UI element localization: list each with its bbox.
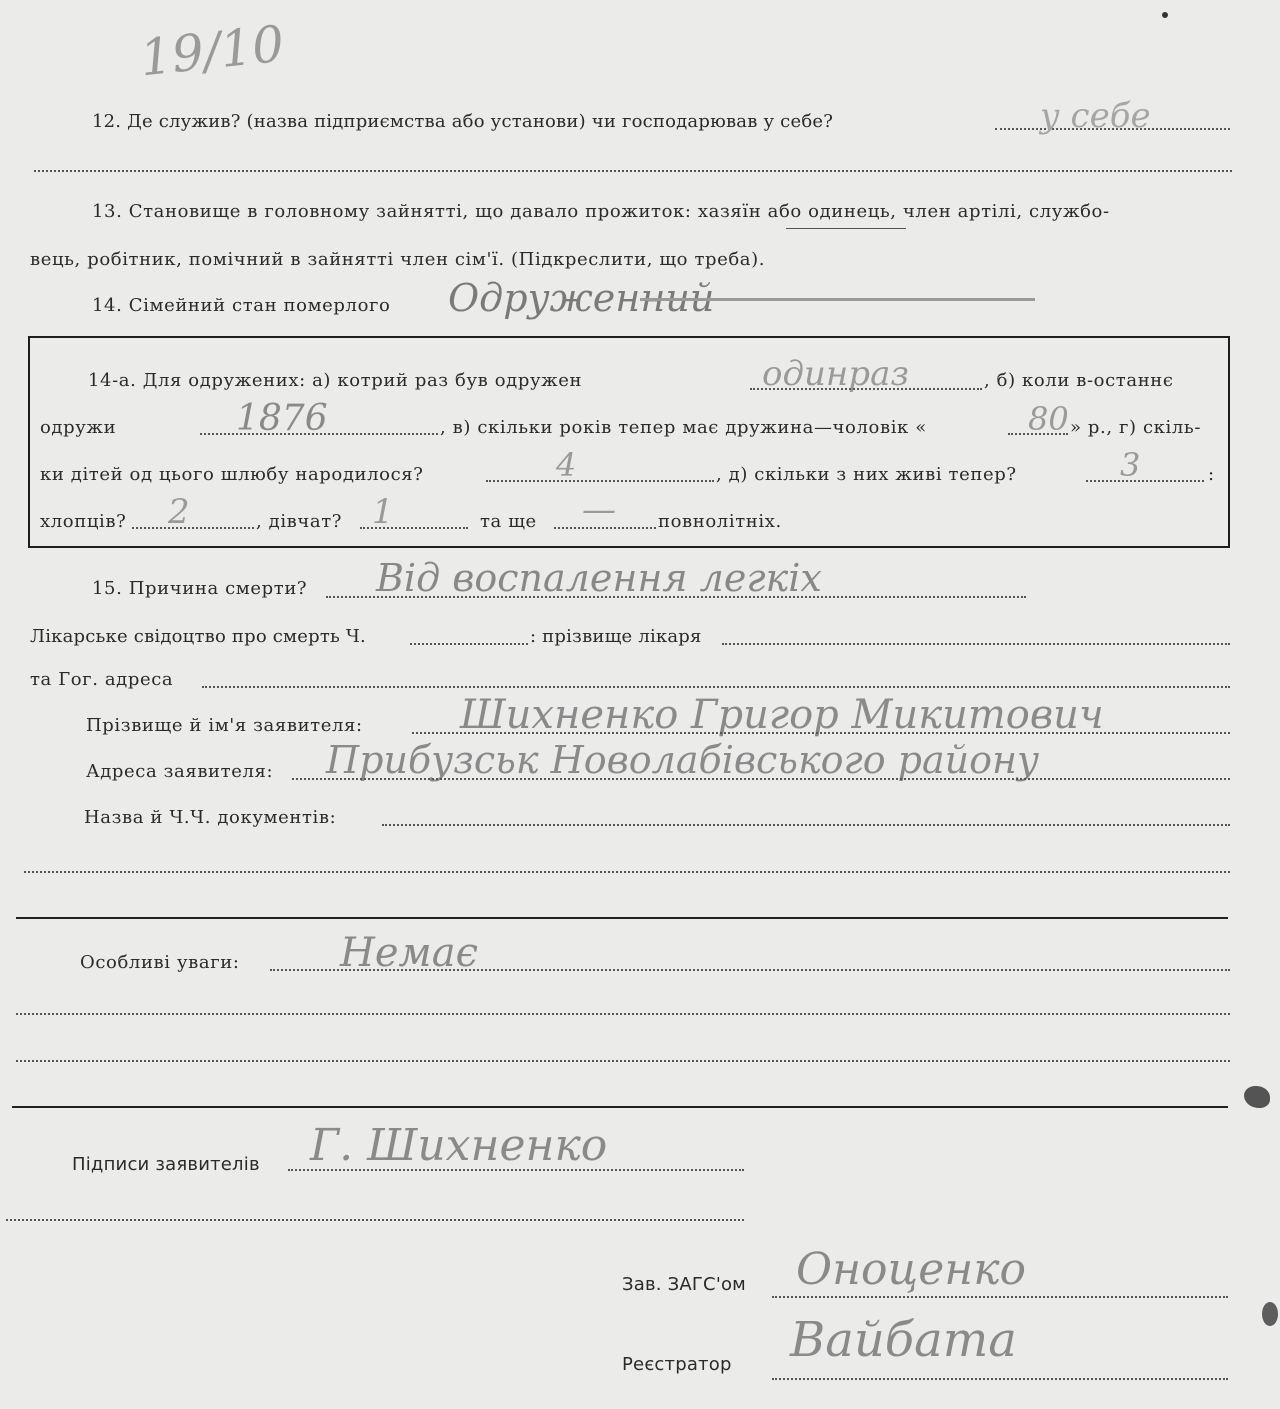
q12-continuation-line (34, 170, 1232, 172)
signatures-line-2 (6, 1219, 744, 1221)
q15-answer-line (326, 596, 1026, 598)
applicant-address-answer: Прибузськ Новолабівського району (326, 738, 1040, 782)
zags-head-label: Зав. ЗАГС'ом (622, 1274, 746, 1295)
q14a-alive-line (1086, 480, 1204, 482)
medical-number-line (410, 643, 528, 645)
q14a-answer-year: 1876 (236, 398, 328, 439)
q14a-answer-which: одинраз (762, 354, 909, 394)
remarks-line-2 (16, 1013, 1230, 1015)
q13-line-2: вець, робітник, помічний в зайнятті член сім'ї. (Підкреслити, що треба). (30, 249, 766, 270)
q13-line-1: 13. Становище в головному зайнятті, що давало прожиток: хазяїн або одинець, член артілі, службо- (92, 201, 1110, 222)
medical-label-a: Лікарське свідоцтво про смерть Ч. (30, 626, 366, 647)
q14-label: 14. Сімейний стан померлого (92, 295, 391, 316)
signatures-line (288, 1169, 744, 1171)
q14a-answer-alive: 3 (1120, 446, 1141, 484)
section-divider-1 (16, 917, 1228, 919)
applicant-address-label: Адреса заявителя: (86, 761, 274, 782)
q14a-born-line (486, 480, 714, 482)
q14a-answer-minors: — (582, 490, 616, 530)
documents-label: Назва й Ч.Ч. документів: (84, 807, 337, 828)
applicant-name-label: Прізвище й ім'я заявителя: (86, 715, 363, 736)
q14-answer: Одруженний (448, 276, 715, 320)
q14a-line2-c: » р., г) скіль- (1070, 417, 1202, 438)
registrar-label: Реєстратор (622, 1354, 732, 1375)
applicant-address-line (292, 778, 1230, 780)
documents-continuation-line (24, 871, 1230, 873)
q14a-line4-d: повнолітніх. (658, 511, 782, 532)
q14a-box (28, 336, 1230, 548)
applicant-name-line (412, 732, 1230, 734)
q15-label: 15. Причина смерти? (92, 578, 308, 599)
q14a-which-line (750, 388, 982, 390)
q14a-minors-line (554, 527, 656, 529)
corner-mark (1162, 12, 1168, 18)
q14a-line2-a: одружи (40, 417, 117, 438)
q14a-girls-line (360, 527, 468, 529)
q12-label: 12. Де служив? (назва підприємства або установи) чи господарював у себе? (92, 111, 834, 132)
q15-answer: Від воспалення легкіх (376, 556, 822, 600)
section-divider-2 (12, 1106, 1228, 1108)
q14a-answer-age: 80 (1028, 400, 1069, 438)
q14a-line1-b: , б) коли в-останнє (984, 370, 1174, 391)
q14a-answer-born: 4 (556, 446, 577, 484)
q13-underline-khaziain (786, 228, 906, 229)
registrar-answer: Вайбата (790, 1312, 1017, 1368)
q14a-line1-a: 14-а. Для одружених: а) котрий раз був одружен (88, 370, 583, 391)
q14a-colon: : (1208, 464, 1215, 485)
medical-doctor-line (722, 643, 1230, 645)
q14a-line4-c: та ще (480, 511, 537, 532)
applicant-name-answer: Шихненко Григор Микитович (460, 692, 1104, 738)
address-line-label: та Гог. адреса (30, 669, 174, 690)
signatures-answer: Г. Шихненко (310, 1120, 608, 1171)
q12-answer: у себе (1040, 96, 1151, 136)
remarks-line-3 (16, 1060, 1230, 1062)
signatures-label: Підписи заявителів (72, 1154, 260, 1175)
ink-speck (1244, 1086, 1270, 1108)
q14a-line3-b: , д) скільки з них живі тепер? (716, 464, 1017, 485)
q14a-line4-b: , дівчат? (256, 511, 343, 532)
zags-head-line (772, 1296, 1228, 1298)
zags-head-answer: Оноценко (796, 1244, 1027, 1295)
q14a-answer-boys: 2 (168, 492, 190, 532)
q14a-age-line (1008, 433, 1068, 435)
q14a-year-line (200, 433, 438, 435)
q14a-line4-a: хлопців? (40, 511, 127, 532)
q14-strike-line (640, 298, 1035, 301)
page-number-annotation: 19/10 (137, 14, 287, 88)
documents-line (382, 824, 1230, 826)
remarks-line (270, 969, 1230, 971)
remarks-label: Особливі уваги: (80, 952, 240, 973)
address-line (202, 686, 1230, 688)
q14a-line2-b: , в) скільки років тепер має дружина—чоловік « (440, 417, 927, 438)
q14a-line3-a: ки дітей од цього шлюбу народилося? (40, 464, 424, 485)
registrar-line (772, 1378, 1228, 1380)
q14a-answer-girls: 1 (372, 492, 394, 532)
medical-label-b: : прізвище лікаря (530, 626, 702, 647)
ink-speck (1262, 1302, 1278, 1326)
q14a-boys-line (132, 527, 254, 529)
remarks-answer: Немає (340, 930, 478, 976)
